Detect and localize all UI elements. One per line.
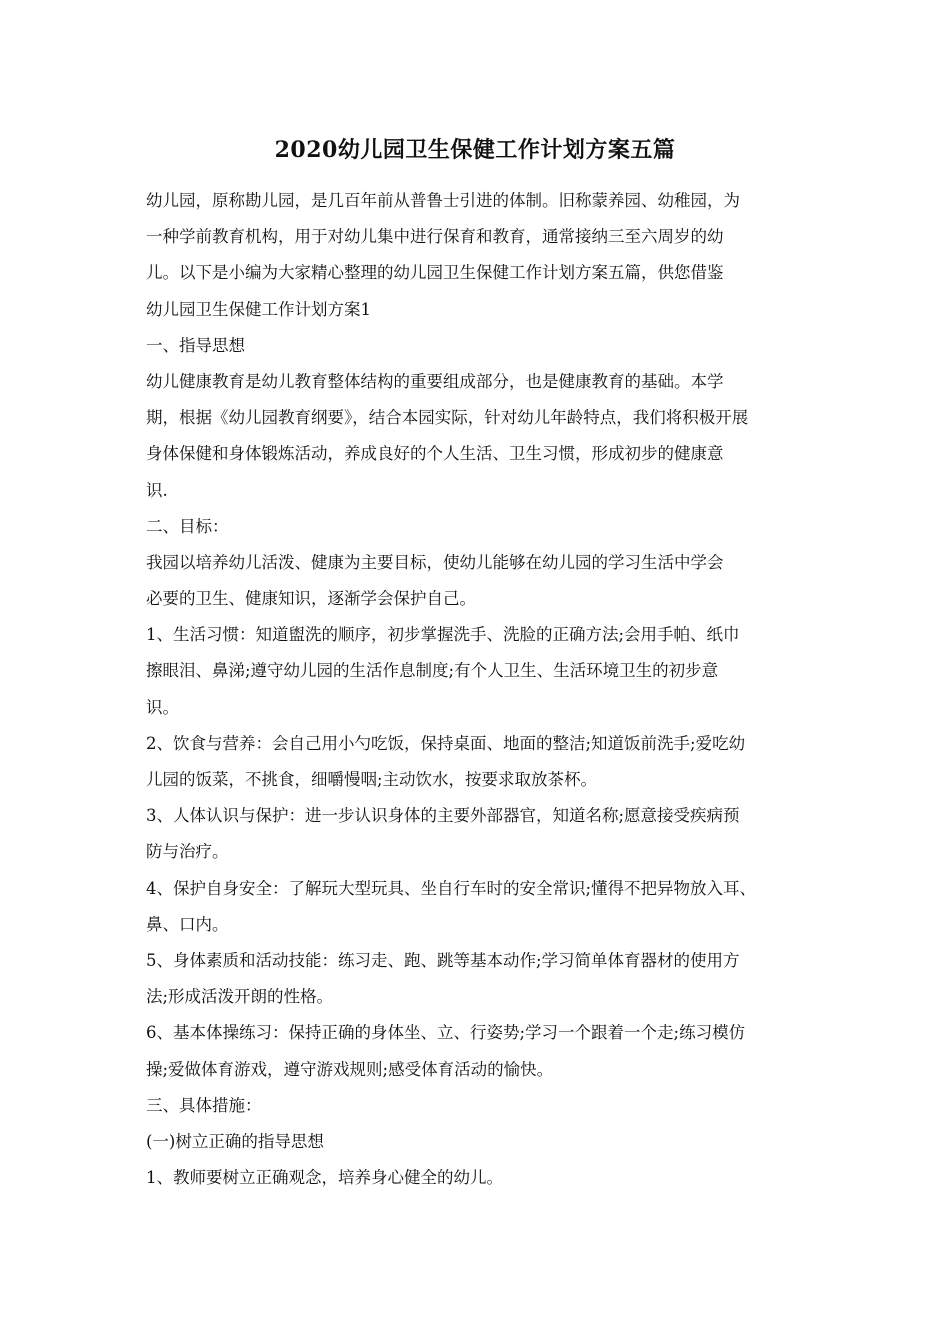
section-heading: (一)树立正确的指导思想 (146, 1131, 324, 1151)
paragraph-line: 我园以培养幼儿活泼、健康为主要目标，使幼儿能够在幼儿园的学习生活中学会 (146, 552, 724, 572)
list-item-line: 2、饮食与营养：会自己用小勺吃饭，保持桌面、地面的整洁;知道饭前洗手;爱吃幼 (146, 733, 746, 753)
list-item-line: 识。 (146, 697, 179, 717)
paragraph-line: 身体保健和身体锻炼活动，养成良好的个人生活、卫生习惯，形成初步的健康意 (146, 444, 724, 464)
list-item-line: 鼻、口内。 (146, 914, 229, 934)
list-item-line: 操;爱做体育游戏，遵守游戏规则;感受体育活动的愉快。 (146, 1059, 554, 1079)
list-item-line: 擦眼泪、鼻涕;遵守幼儿园的生活作息制度;有个人卫生、生活环境卫生的初步意 (146, 661, 719, 681)
section-heading: 二、目标： (146, 516, 229, 536)
list-item-line: 1、生活习惯：知道盥洗的顺序，初步掌握洗手、洗脸的正确方法;会用手帕、纸巾 (146, 625, 740, 645)
paragraph-line: 必要的卫生、健康知识，逐渐学会保护自己。 (146, 589, 476, 609)
section-heading: 一、指导思想 (146, 335, 245, 355)
paragraph-line: 识. (146, 480, 168, 500)
list-item-line: 5、身体素质和活动技能：练习走、跑、跳等基本动作;学习简单体育器材的使用方 (146, 950, 740, 970)
list-item-line: 1、教师要树立正确观念，培养身心健全的幼儿。 (146, 1168, 503, 1188)
paragraph-line: 一种学前教育机构，用于对幼儿集中进行保育和教育，通常接纳三至六周岁的幼 (146, 227, 724, 247)
paragraph-line: 期，根据《幼儿园教育纲要》，结合本园实际，针对幼儿年龄特点，我们将积极开展 (146, 408, 749, 428)
section-heading: 幼儿园卫生保健工作计划方案1 (146, 299, 371, 319)
list-item-line: 4、保护自身安全：了解玩大型玩具、坐自行车时的安全常识;懂得不把异物放入耳、 (146, 878, 757, 898)
list-item-line: 防与治疗。 (146, 842, 229, 862)
list-item-line: 6、基本体操练习：保持正确的身体坐、立、行姿势;学习一个跟着一个走;练习模仿 (146, 1023, 746, 1043)
paragraph-line: 幼儿健康教育是幼儿教育整体结构的重要组成部分，也是健康教育的基础。本学 (146, 371, 724, 391)
list-item-line: 法;形成活泼开朗的性格。 (146, 987, 334, 1007)
list-item-line: 3、人体认识与保护：进一步认识身体的主要外部器官，知道名称;愿意接受疾病预 (146, 806, 740, 826)
paragraph-line: 儿。以下是小编为大家精心整理的幼儿园卫生保健工作计划方案五篇，供您借鉴 (146, 263, 724, 283)
section-heading: 三、具体措施： (146, 1095, 262, 1115)
document-title: 2020幼儿园卫生保健工作计划方案五篇 (274, 137, 676, 163)
list-item-line: 儿园的饭菜，不挑食，细嚼慢咽;主动饮水，按要求取放茶杯。 (146, 770, 598, 789)
paragraph-line: 幼儿园，原称勘儿园，是几百年前从普鲁士引进的体制。旧称蒙养园、幼稚园，为 (146, 191, 740, 210)
document-body (146, 183, 810, 1196)
